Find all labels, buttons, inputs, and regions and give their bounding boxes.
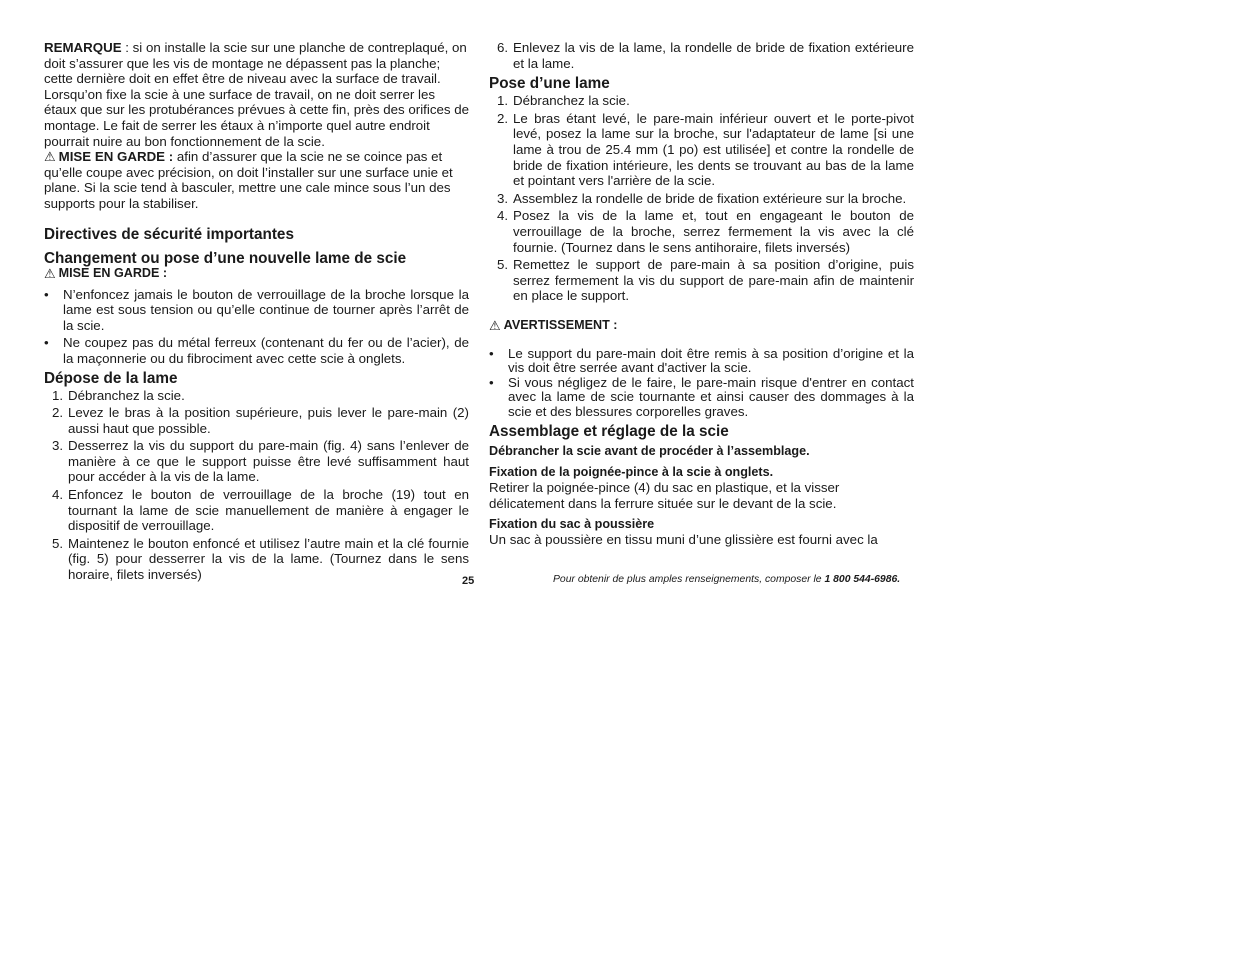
right-column xyxy=(489,40,914,548)
safety-bullets xyxy=(44,287,469,367)
avertissement-bullets xyxy=(489,347,914,419)
list-item: 4. Enfoncez le bouton de verrouillage de la broche (19) tout en tournant la lame de scie manuellement de manière à engager le dispositif de verrouillage. xyxy=(52,487,469,534)
list-item: 3. Desserrez la vis du support du pare-main (fig. 4) sans l’enlever de manière à ce que le support puisse être levé suffisamment haut pour accéder à la vis de la lame. xyxy=(52,438,469,485)
heading-directives: Directives de sécurité importantes xyxy=(44,225,294,243)
list-item: 5. Remettez le support de pare-main à sa position d’origine, puis serrez fermement la vis du support de pare-main afin de maintenir en place le support. xyxy=(497,257,914,304)
bullet-icon: • xyxy=(489,374,494,390)
warning-triangle-icon: ⚠ xyxy=(44,265,56,281)
fixation-poignee-text: Retirer la poignée-pince (4) du sac en plastique, et la visser délicatement dans la ferrure située sur le devant de la scie. xyxy=(489,479,840,511)
remarque-label: REMARQUE xyxy=(44,40,122,55)
debrancher-note: Débrancher la scie avant de procéder à l’assemblage. xyxy=(489,443,810,458)
list-item: 5. Maintenez le bouton enfoncé et utilisez l’autre main et la clé fournie (fig. 5) pour desserrer la vis de la lame. (Tournez dans le sens horaire, filets inversés) xyxy=(52,535,469,583)
bullet-icon: • xyxy=(44,335,49,351)
fixation-sac-text: Un sac à poussière en tissu muni d’une glissière est fourni avec la xyxy=(489,532,878,548)
warning-triangle-icon: ⚠ xyxy=(489,317,501,333)
list-item: • Si vous négligez de le faire, le pare-main risque d'entrer en contact avec la lame de scie tournante et ainsi causer des dommages à la scie et des blessures corporelles graves. xyxy=(489,374,914,419)
list-item: 4. Posez la vis de la lame et, tout en engageant le bouton de verrouillage de la broche, serrez fermement la vis avec la clé fournie. (Tournez dans le sens antihoraire, filets inversés) xyxy=(497,208,914,255)
heading-assemblage: Assemblage et réglage de la scie xyxy=(489,422,729,440)
footer-note-text: Pour obtenir de plus amples renseignements, composer le xyxy=(553,574,825,585)
list-item: 2. Le bras étant levé, le pare-main inférieur ouvert et le porte-pivot levé, posez la lame sur la broche, sur l'adaptateur de lame [si une lame à trou de 25.4 mm (1 po) est utilisée] et contre la rondelle de bride de fixation intérieure, les dents se trouvant au bas de la lame et pointant vers l'arrière de la scie. xyxy=(497,110,914,189)
footer-note xyxy=(553,572,913,588)
remarque-paragraph xyxy=(44,40,469,149)
mise-en-garde-2 xyxy=(44,266,469,281)
heading-pose: Pose d’une lame xyxy=(489,75,610,93)
mise-en-garde-label: MISE EN GARDE : xyxy=(58,149,174,165)
list-item: • Le support du pare-main doit être remis à sa position d’origine et la vis doit être serrée avant d'activer la scie. xyxy=(489,345,914,376)
depose-steps xyxy=(44,388,469,583)
footer-phone: 1 800 544-6986. xyxy=(824,574,901,585)
bullet-icon: • xyxy=(489,345,494,361)
list-item: 1. Débranchez la scie. xyxy=(52,387,185,403)
depose-steps-continued xyxy=(489,40,914,71)
list-item: • N’enfoncez jamais le bouton de verrouillage de la broche lorsque la lame est sous tension ou qu’elle continue de tourner après l’arrêt de la scie. xyxy=(44,286,469,333)
avertissement xyxy=(489,318,914,333)
mise-en-garde-2-label: MISE EN GARDE : xyxy=(58,265,168,280)
mise-en-garde-paragraph xyxy=(44,149,469,211)
list-item: 1. Débranchez la scie. xyxy=(497,93,630,109)
page-number: 25 xyxy=(462,575,475,587)
heading-depose: Dépose de la lame xyxy=(44,369,178,387)
list-item: 2. Levez le bras à la position supérieure, puis lever le pare-main (2) aussi haut que possible. xyxy=(52,405,469,436)
pose-steps xyxy=(489,93,914,304)
heading-changement: Changement ou pose d’une nouvelle lame de scie xyxy=(44,249,407,267)
heading-fixation-sac: Fixation du sac à poussière xyxy=(489,517,655,532)
heading-fixation-poignee: Fixation de la poignée-pince à la scie à onglets. xyxy=(489,464,774,479)
warning-triangle-icon: ⚠ xyxy=(44,149,56,165)
left-column xyxy=(44,40,469,583)
bullet-icon: • xyxy=(44,286,49,302)
remarque-text: : si on installe la scie sur une planche de contreplaqué, on doit s’assurer que les vis de montage ne dépassent pas la planche; cette dernière doit en effet être de niveau avec la surface de travail. Lorsqu’on fixe la scie à une surface de travail, on ne doit serrer les étaux que sur les protubérances prévues à cette fin, près des orifices de montage. Le fait de serrer les étaux à n’importe quel autre endroit pourrait nuire au bon fonctionnement de la scie. xyxy=(44,40,470,149)
list-item: 6. Enlevez la vis de la lame, la rondelle de bride de fixation extérieure et la lame. xyxy=(497,40,914,71)
list-item: 3. Assemblez la rondelle de bride de fixation extérieure sur la broche. xyxy=(497,190,907,206)
mise-en-garde-text: afin d’assurer que la scie ne se coince pas et qu’elle coupe avec précision, on doit l’installer sur une surface unie et plane. Si la scie tend à basculer, mettre une cale mince sous l’un des supports pour la stabiliser. xyxy=(44,149,453,211)
list-item: • Ne coupez pas du métal ferreux (contenant du fer ou de l’acier), de la maçonnerie ou du fibrociment avec cette scie à onglets. xyxy=(44,335,469,366)
avertissement-label: AVERTISSEMENT : xyxy=(503,317,618,332)
